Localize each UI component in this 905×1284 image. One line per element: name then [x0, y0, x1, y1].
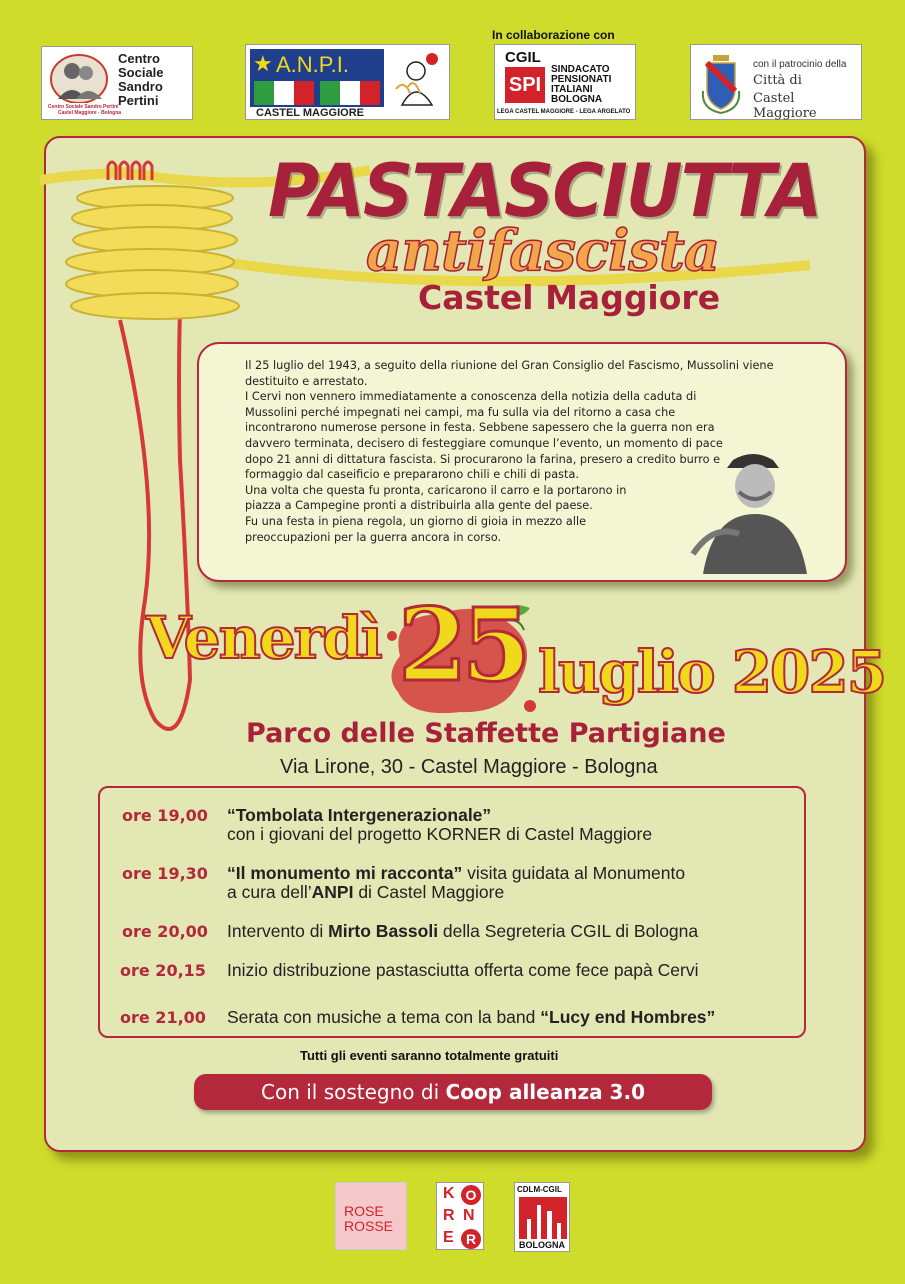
sponsor-label: Con il sostegno di — [261, 1080, 446, 1104]
korner-letter: R — [443, 1207, 455, 1224]
program-band: “Lucy end Hombres” — [540, 1007, 716, 1027]
logo-citta-castel-maggiore — [690, 44, 862, 120]
pertini-portrait-icon — [48, 51, 110, 103]
logo-cdlm-cgil — [514, 1182, 570, 1252]
story-paragraph: Il 25 luglio del 1943, a seguito della riunione del Gran Consiglio del Fascismo, Mussolini viene destituito e arrestato. — [245, 359, 774, 388]
logo-centro-sociale-pertini — [41, 46, 193, 120]
collaboration-label: In collaborazione con — [492, 28, 615, 42]
program-speaker: Mirto Bassoli — [328, 921, 439, 941]
program-time: ore 21,00 — [120, 1008, 206, 1027]
pertini-line: Pertini — [118, 93, 159, 108]
rose-line: ROSSE — [344, 1218, 394, 1234]
korner-letter: O — [461, 1185, 481, 1205]
title-place: Castel Maggiore — [418, 278, 721, 317]
comune-line: Città di — [753, 73, 802, 88]
date-day: 25 — [398, 586, 526, 704]
logo-korner — [436, 1182, 484, 1250]
cgil-line: PENSIONATI — [551, 74, 612, 85]
comune-line: con il patrocinio della — [753, 59, 847, 70]
cdlm-bottom: BOLOGNA — [519, 1240, 565, 1250]
logo-anpi — [245, 44, 450, 120]
program-detail: Intervento di — [227, 921, 329, 941]
program-detail: con i giovani del progetto KORNER di Castel Maggiore — [227, 824, 653, 844]
program-time: ore 20,15 — [120, 961, 206, 980]
story-paragraph: I Cervi non vennero immediatamente a conoscenza della notizia della caduta di Mussolini perché impegnati nei campi, ma fu sulla via del ritorno a casa che incontrarono numerose persone in festa. Sebbene sapessero che la guerra non era davvero terminata, decisero di festeggiare comunque l’evento, un momento di pace dopo 21 anni di dittatura fascista. Si procurarono la farina, presero a credito burro e formaggio dal caseificio e prepararono chili e chili di pasta. — [245, 390, 723, 482]
free-events-note: Tutti gli eventi saranno totalmente gratuiti — [300, 1048, 559, 1063]
cgil-caption: LEGA CASTEL MAGGIORE - LEGA ARGELATO — [497, 109, 631, 115]
korner-letter: E — [443, 1229, 454, 1246]
pertini-line: Centro — [118, 51, 160, 66]
program-time: ore 20,00 — [122, 922, 208, 941]
anpi-star-icon: ★ — [253, 51, 273, 76]
pertini-caption: Centro Sociale Sandro Pertini — [48, 104, 119, 110]
bologna-towers-icon — [519, 1197, 567, 1239]
program-box — [98, 786, 806, 1038]
korner-letter: R — [461, 1229, 481, 1249]
program-desc — [227, 864, 685, 902]
cgil-line: ITALIANI — [551, 84, 593, 95]
pertini-caption: Castel Maggiore - Bologna — [58, 110, 122, 116]
program-desc — [227, 922, 698, 941]
papa-cervi-portrait-icon — [673, 444, 813, 574]
program-time: ore 19,30 — [122, 864, 208, 883]
sponsor-name: Coop alleanza 3.0 — [445, 1080, 645, 1104]
program-desc — [227, 806, 652, 844]
cgil-spi: SPI — [505, 67, 545, 103]
program-detail: della Segreteria CGIL di Bologna — [438, 921, 699, 941]
cgil-line: BOLOGNA — [551, 94, 603, 105]
story-box — [197, 342, 847, 582]
story-paragraph: Una volta che questa fu pronta, caricarono il carro e la portarono in piazza a Campegine pronti a distribuirla alla gente del paese. — [245, 483, 627, 513]
program-detail: Serata con musiche a tema con la band — [227, 1007, 541, 1027]
anpi-caption: CASTEL MAGGIORE — [256, 107, 364, 119]
date-weekday: Venerdì — [146, 604, 381, 672]
anpi-pasta-eater-icon — [388, 49, 446, 107]
logo-rose-rosse — [335, 1182, 407, 1250]
program-title: “Tombolata Intergenerazionale” — [227, 805, 492, 825]
cdlm-top: CDLM-CGIL — [517, 1185, 562, 1194]
program-org: ANPI — [311, 882, 354, 902]
date-month-year: luglio 2025 — [538, 638, 886, 706]
program-title: “Il monumento mi racconta” — [227, 863, 463, 883]
pertini-line: Sociale — [118, 65, 164, 80]
sponsor-banner — [194, 1074, 712, 1110]
program-detail: a cura dell’ — [227, 882, 312, 902]
comune-line: Castel Maggiore — [753, 91, 817, 121]
venue-address: Via Lirone, 30 - Castel Maggiore - Bologna — [280, 756, 658, 778]
program-desc — [227, 961, 698, 980]
program-detail: di Castel Maggiore — [353, 882, 505, 902]
pertini-line: Sandro — [118, 79, 163, 94]
program-detail: Inizio distribuzione pastasciutta offerta come fece papà Cervi — [227, 960, 699, 980]
cgil-top: CGIL — [505, 49, 541, 66]
venue-name: Parco delle Staffette Partigiane — [246, 718, 726, 749]
anpi-name: A.N.P.I. — [276, 52, 349, 77]
cgil-line: SINDACATO — [551, 64, 610, 75]
rose-line: ROSE — [344, 1203, 384, 1219]
coat-of-arms-icon — [699, 51, 743, 115]
program-time: ore 19,00 — [122, 806, 208, 825]
korner-letter: N — [463, 1207, 475, 1224]
title-main: PASTASCIUTTA — [268, 147, 821, 235]
title-sub: antifascista — [366, 218, 720, 284]
korner-letter: K — [443, 1185, 455, 1202]
program-detail: visita guidata al Monumento — [462, 863, 686, 883]
story-paragraph: Fu una festa in piena regola, un giorno di gioia in mezzo alle preoccupazioni per la guerra ancora in corso. — [245, 514, 587, 544]
program-desc — [227, 1008, 715, 1027]
logo-cgil-spi — [494, 44, 636, 120]
